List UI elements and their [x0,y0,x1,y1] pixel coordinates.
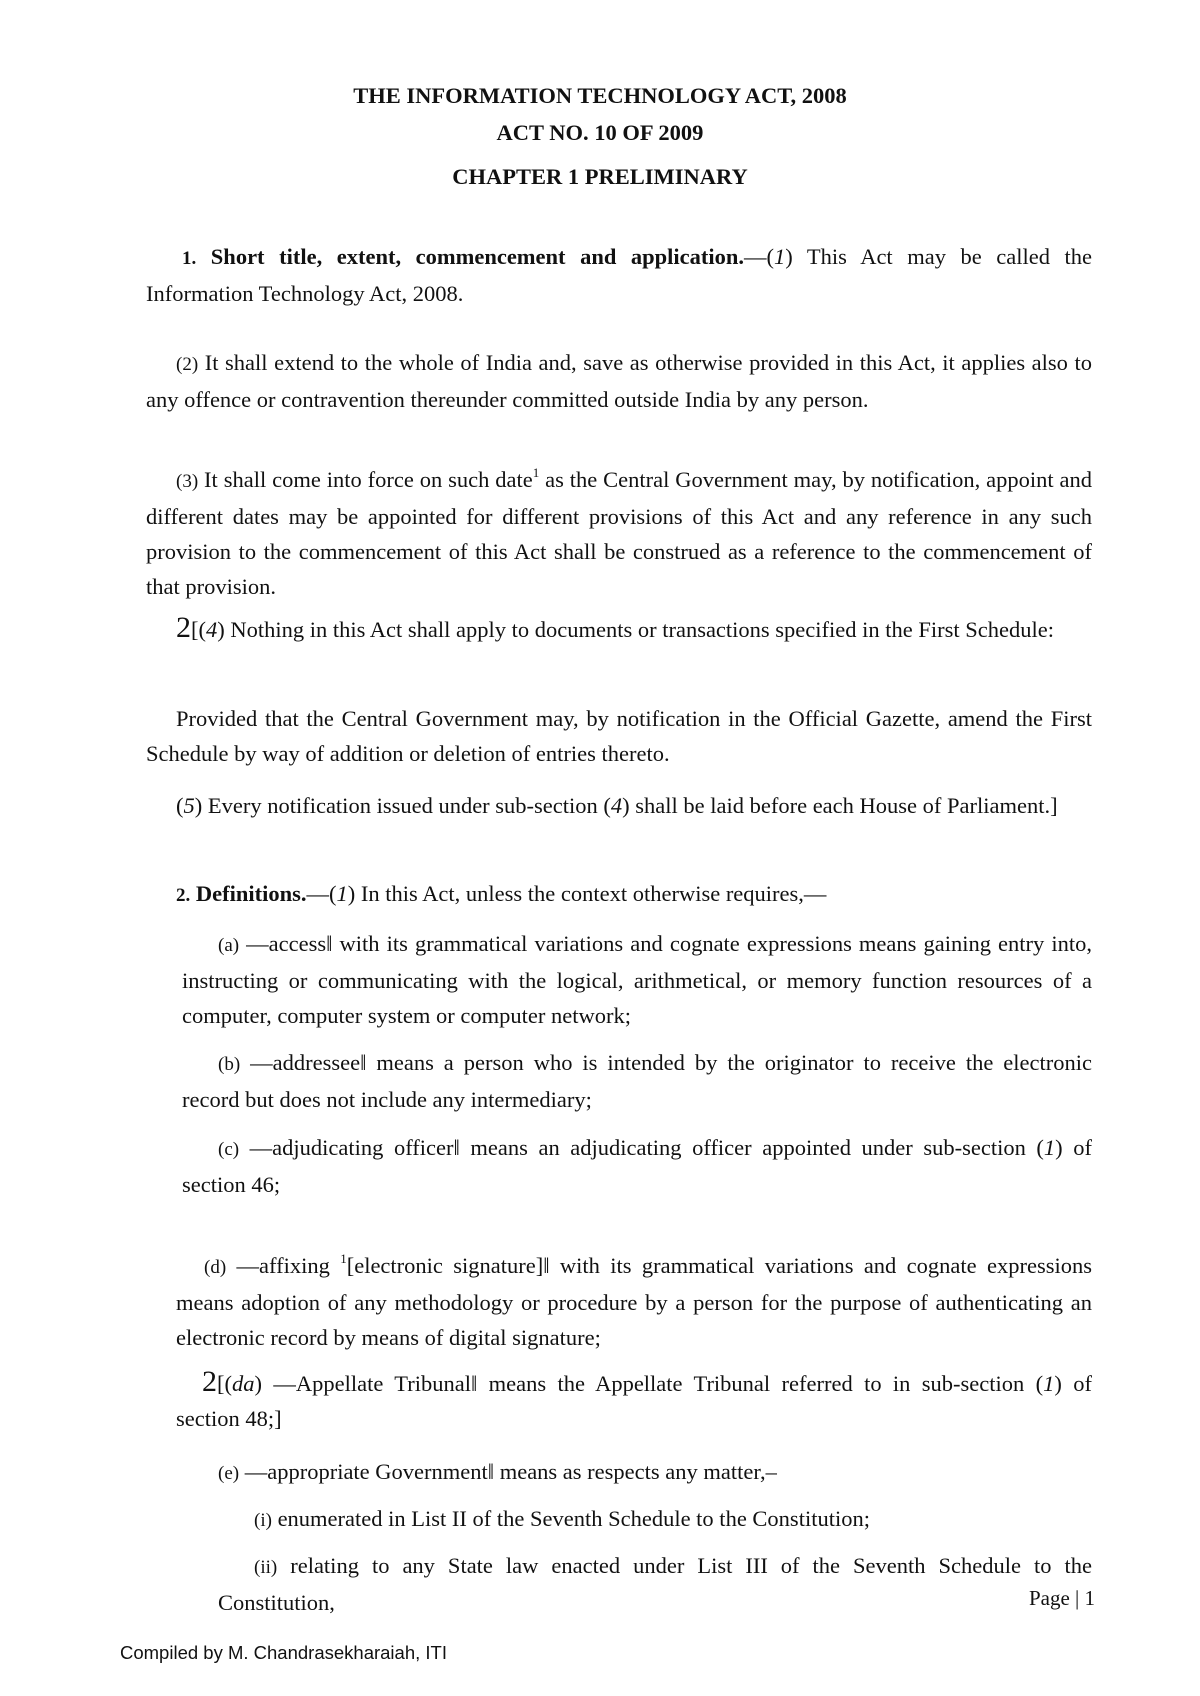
definition-c-text-a: ―adjudicating officer‖ means an adjudicating officer appointed under sub-section ( [239,1135,1044,1160]
item-i-text: enumerated in List II of the Seventh Schedule to the Constitution; [271,1506,870,1531]
definition-d [176,1248,1092,1355]
definition-c-label: (c) [218,1139,240,1160]
section-2-intro-text: ) In this Act, unless the context otherwise requires,— [347,881,827,906]
section-1-sub4-number: 4 [206,617,218,642]
definition-da [176,1366,1092,1436]
section-1-sub2-number: (2) [176,354,199,375]
definition-a-label: (a) [218,935,240,956]
item-ii-text: relating to any State law enacted under List III of the Seventh Schedule to the Constitution, [218,1553,1092,1615]
section-1-sub2-text: It shall extend to the whole of India and, save as otherwise provided in this Act, it applies also to any offence or contravention thereunder committed outside India by any person. [146,350,1092,412]
section-1-dash: —( [744,244,775,269]
section-2-intro [176,876,1092,913]
section-1-sub5-text-a: ) Every notification issued under sub-section ( [194,793,611,818]
definition-a [182,926,1092,1033]
section-1-sub3-text-a: It shall come into force on such date [198,467,533,492]
section-1-sub3-number: (3) [176,471,199,492]
definition-e-item-ii [218,1548,1092,1620]
definition-b-text: ―addressee‖ means a person who is intended by the originator to receive the electronic record but does not include any intermediary; [182,1050,1092,1112]
section-1-sub5-text-b: ) shall be laid before each House of Parliament.] [622,793,1058,818]
definition-d-label: (d) [204,1257,227,1278]
definition-da-text-a: ) ―Appellate Tribunal‖ means the Appellate Tribunal referred to in sub-section ( [254,1371,1044,1396]
definition-da-open: [( [217,1371,232,1396]
definition-b [182,1045,1092,1117]
section-1-sub5-ref: 4 [610,793,623,818]
section-1-number: 1. [182,248,197,269]
definition-e-item-i [254,1501,1092,1538]
section-2-dash: —( [306,881,337,906]
definition-c [182,1130,1092,1202]
definition-a-text: ―access‖ with its grammatical variations and cognate expressions means gaining entry into, instructing or communicating with the logical, arithmetical, or memory function resources of a computer, computer system or computer network; [182,931,1092,1028]
act-title: THE INFORMATION TECHNOLOGY ACT, 2008 [353,83,847,108]
section-1-subsection-1 [146,239,1092,311]
footnote-marker: 2 [176,611,191,644]
definition-c-ref: 1 [1043,1135,1056,1160]
section-1-sub5-number: 5 [183,793,195,818]
page-number: Page | 1 [1028,1586,1095,1610]
chapter-title: CHAPTER 1 PRELIMINARY [452,164,748,189]
act-number: ACT NO. 10 OF 2009 [496,120,704,145]
item-i-label: (i) [254,1510,272,1531]
definition-d-text-b: [electronic signature]‖ with its grammatical variations and cognate expressions means adoption of any methodology or procedure by a person for the purpose of authenticating an electronic record by means of digital signature; [176,1253,1092,1350]
section-2-number: 2. [176,885,191,906]
section-1-subsection-3 [146,462,1092,604]
section-1-subsection-5 [176,788,1092,823]
definition-da-ref: 1 [1043,1371,1055,1396]
definition-c-text-b: ) of section 46; [182,1135,1092,1197]
section-1-proviso: Provided that the Central Government may, by notification in the Official Gazette, amend the First Schedule by way of addition or deletion of entries thereto. [146,706,1092,766]
footer-credit: Compiled by M. Chandrasekharaiah, ITI [120,1642,447,1663]
definition-e [218,1454,1092,1491]
section-1-subsection-2 [146,345,1092,417]
section-2-sub1-number: 1 [336,881,348,906]
definition-d-text-a: ―affixing [226,1253,341,1278]
footnote-marker: 2 [202,1365,217,1398]
definition-e-text: ―appropriate Government‖ means as respects any matter,– [239,1459,777,1484]
section-1-sub5-open: ( [176,793,184,818]
section-1-sub3-text-b: as the Central Government may, by notification, appoint and different dates may be appointed for different provisions of this Act and any reference in any such provision to the commencement of this Act shall be construed as a reference to the commencement of that provision. [146,467,1092,599]
section-2-heading: Definitions. [195,881,307,906]
section-1-sub4-text: ) Nothing in this Act shall apply to documents or transactions specified in the First Schedule: [217,617,1054,642]
section-1-sub1-text: ) This Act may be called the Information Technology Act, 2008. [146,244,1092,306]
definition-da-label: da [232,1371,255,1396]
definition-e-label: (e) [218,1463,240,1484]
section-1-heading: Short title, extent, commencement and application. [210,244,745,269]
definition-da-text-b: ) of section 48;] [176,1371,1092,1431]
definition-b-label: (b) [218,1054,241,1075]
section-1-subsection-4 [176,612,1092,647]
section-1-sub4-open: [( [191,617,206,642]
footnote-marker: 1 [532,465,540,480]
item-ii-label: (ii) [254,1557,278,1578]
footnote-marker: 1 [340,1251,347,1266]
section-1-sub1-number: 1 [774,244,786,269]
